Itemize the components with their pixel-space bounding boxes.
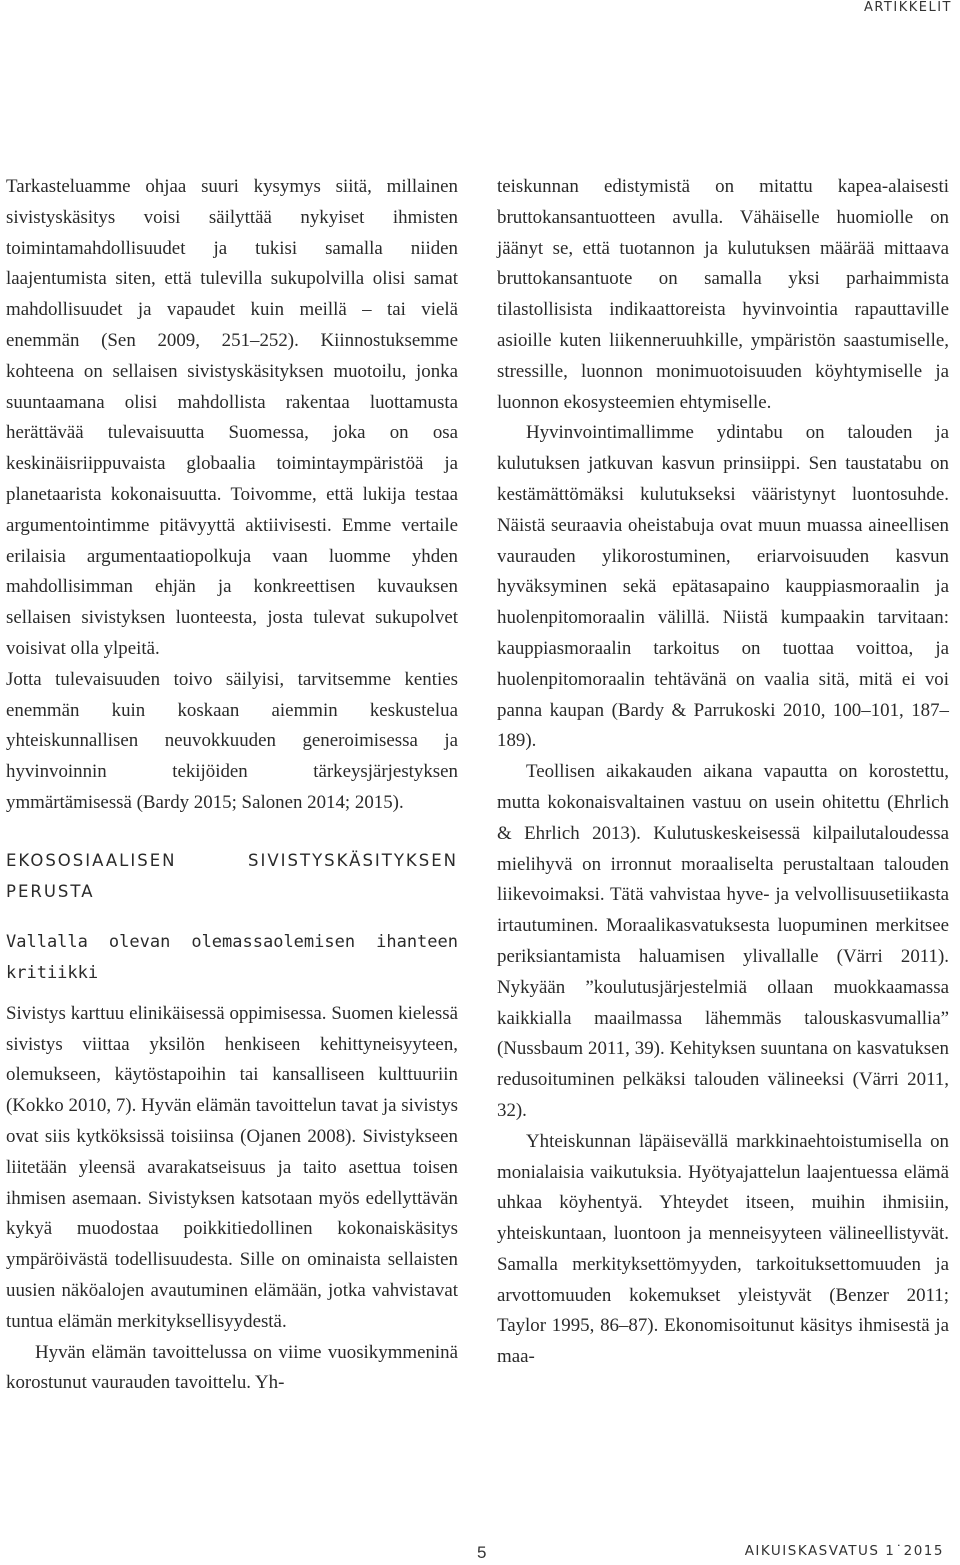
publication-title: AIKUISKASVATUS 1˙2015 — [744, 1543, 944, 1559]
paragraph: Sivistys karttuu elinikäisessä oppimisessa. Suomen kielessä sivistys viittaa yksilön henkiseen kehittyneisyyteen, olemukseen, käytöstapoihin tai kansalliseen kulttuuriin (Kokko 2010, 7). Hyvän elämän tavoittelun tavat ja sivistys ovat siis kytköksissä toisiinsa (Ojanen 2008). Sivistykseen liitetään yleensä avarakatseisuus ja taito asettua toisen ihmisen asemaan. Sivistyksen katsotaan myös edellyttävän kykyä muodostaa poikkitiedollinen kokonaiskäsitys ympäröivästä todellisuudesta. Sille on ominaista sellaisten uusien näköalojen avautuminen elämään, jotka vahvistavat tuntua elämän merkityksellisyydestä. — [6, 1002, 458, 1332]
section-heading: EKOSOSIAALISEN SIVISTYSKÄSITYKSEN PERUSTA — [6, 850, 458, 901]
left-column — [6, 172, 458, 1399]
paragraph: Teollisen aikakauden aikana vapautta on korostettu, mutta kokonaisvaltainen vastuu on usein ohitettu (Ehrlich & Ehrlich 2013). Kulutuskeskeisessä kilpailutaloudessa mielihyvä on irronnut moraaliselta perustaltaan talouden liikevoimaksi. Tätä vahvistaa hyve- ja velvollisuusetiikasta irtautuminen. Moraalikasvatuksesta luopuminen merkitsee periksiantamista haluamisen ylivallalle (Värri 2011). Nykyään ”koulutusjärjestelmiä ollaan muokkaamassa kaikkialla maailmassa lähemmäs talouskasvumallia” (Nussbaum 2011, 39). Kehityksen suuntana on kasvatuksen redusoituminen pelkäksi talouden välineeksi (Värri 2011, 32). — [497, 761, 949, 1121]
subsection-heading: Vallalla olevan olemassaolemisen ihanteen kritiikki — [6, 931, 458, 983]
right-column — [497, 172, 949, 1373]
paragraph: teiskunnan edistymistä on mitattu kapea-alaisesti bruttokansantuotteen avulla. Vähäiselle huomiolle on jäänyt se, että tuotannon ja kulutuksen määrää mittaava bruttokansantuote on samalla yksi parhaimmista tilastollisista indikaattoreista hyvinvointia rapauttaville asioille kuten liikenneruuhkille, ympäristön saastumiselle, stressille, luonnon monimuotoisuuden köyhtymiselle ja luonnon ekosysteemien ehtymiselle. — [497, 176, 949, 413]
paragraph: Hyvän elämän tavoittelussa on viime vuosikymmeninä korostunut vaurauden tavoittelu. Yh- — [6, 1341, 458, 1394]
paragraph: Hyvinvointimallimme ydintabu on talouden ja kulutuksen jatkuvan kasvun prinsiippi. Sen taustatabu on kestämättömäksi kulutukseksi vääristynyt luontosuhde. Näistä seuraavia oheistabuja ovat muun muassa aineellisen vaurauden ylikorostuminen, eriarvoisuuden kasvun hyväksyminen sekä epätasapaino kauppiasmoraalin ja huolenpitomoraalin välillä. Niistä kumpaakin tarvitaan: kauppiasmoraalin tarkoitus on tuottaa voittoa, ja huolenpitomoraalin tehtävänä on vaalia sitä, mitä ei voi panna kaupan (Bardy & Parrukoski 2010, 100–101, 187–189). — [497, 422, 949, 752]
section-label: ARTIKKELIT — [863, 0, 952, 15]
paragraph: Yhteiskunnan läpäisevällä markkinaehtoistumisella on monialaisia vaikutuksia. Hyötyajattelun laajentuessa elämä uhkaa köyhentyä. Yhteydet itseen, muihin ihmisiin, yhteiskuntaan, luontoon ja menneisyyteen välineellistyvät. Samalla merkityksettömyyden, tarkoituksettomuuden ja arvottomuuden kokemukset yleistyvät (Benzer 2011; Taylor 1995, 86–87). Ekonomisoitunut käsitys ihmisestä ja maa- — [497, 1130, 949, 1368]
paragraph: Tarkasteluamme ohjaa suuri kysymys siitä, millainen sivistyskäsitys voisi säilyttää nykyiset ihmisten toimintamahdollisuudet ja tukisi samalla niiden laajentumista siten, että tulevilla sukupolvilla olisi samat mahdollisuudet ja vapaudet kuin meillä – tai vielä enemmän (Sen 2009, 251–252). Kiinnostuksemme kohteena on sellaisen sivistyskäsityksen muotoilu, jonka suuntaamana olisi mahdollista rakentaa luottamusta herättävää tulevaisuutta Suomessa, joka on osa keskinäisriippuvaista globaalia toimintaympäristöä ja planetaarista kokonaisuutta. Toivomme, että lukija testaa argumentointimme pitävyyttä aktiivisesti. Emme vertaile erilaisia argumentaatiopolkuja vaan luomme yhden mahdollisimman ehjän ja konkreettisen kuvauksen sellaisen sivistyksen luonteesta, josta tulevat sukupolvet voisivat olla ylpeitä. — [6, 176, 458, 659]
paragraph: Jotta tulevaisuuden toivo säilyisi, tarvitsemme kenties enemmän kuin koskaan aiemmin keskustelua yhteiskunnallisen neuvokkuuden generoimisessa ja hyvinvoinnin tekijöiden tärkeysjärjestyksen ymmärtämisessä (Bardy 2015; Salonen 2014; 2015). — [6, 668, 458, 813]
page-number: 5 — [477, 1543, 487, 1562]
